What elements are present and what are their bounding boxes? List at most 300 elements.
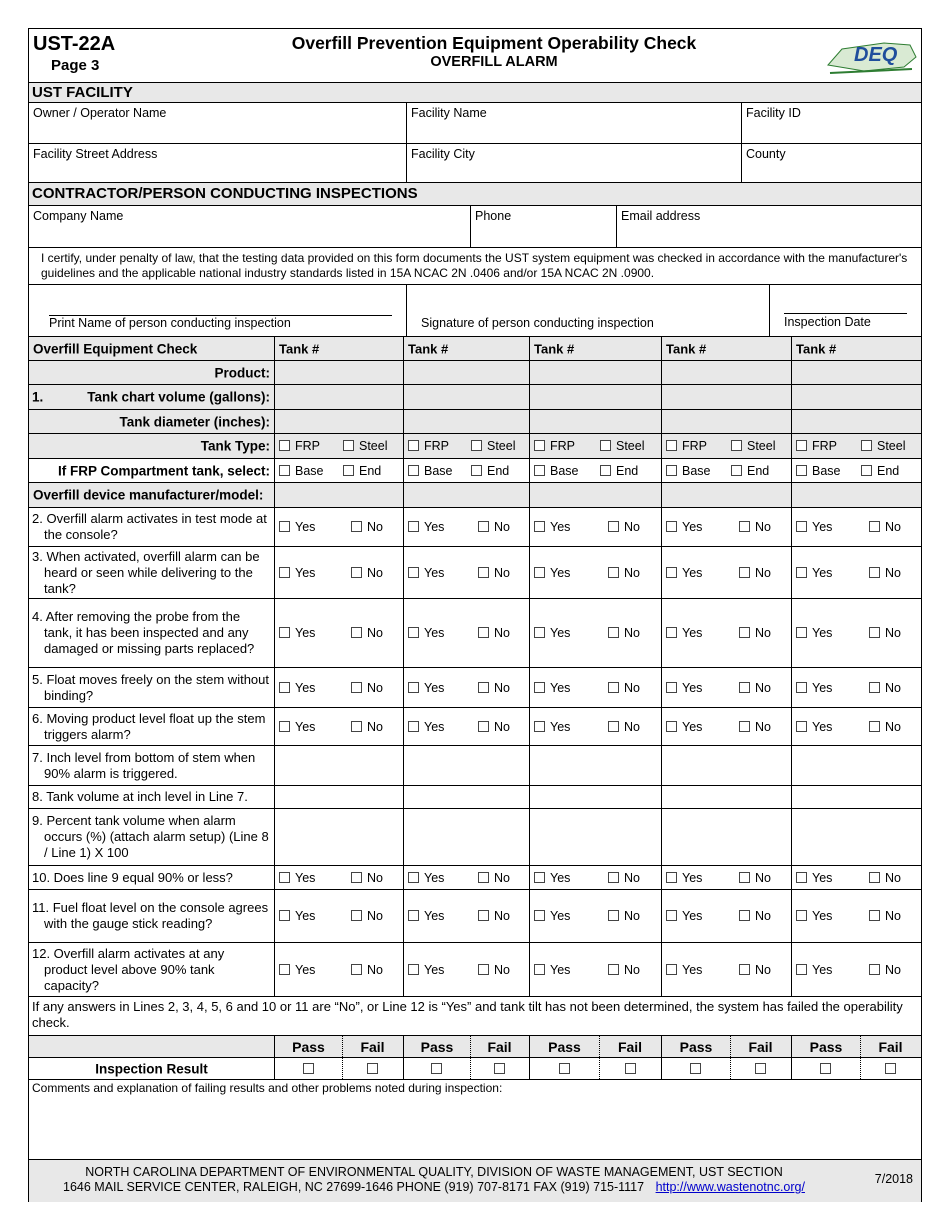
tank-2-cell[interactable] [403, 483, 529, 507]
no-option[interactable] [351, 963, 383, 977]
tank-3-cell[interactable] [529, 361, 661, 384]
pass-checkbox[interactable] [303, 1063, 314, 1074]
checkbox[interactable] [739, 627, 750, 638]
checkbox[interactable] [279, 910, 290, 921]
checkbox[interactable] [731, 440, 742, 451]
checkbox[interactable] [608, 521, 619, 532]
checkbox[interactable] [796, 567, 807, 578]
checkbox[interactable] [351, 627, 362, 638]
yes-option[interactable] [408, 909, 444, 923]
tank-4-cell[interactable] [661, 809, 791, 865]
checkbox[interactable] [478, 682, 489, 693]
pass-checkbox[interactable] [431, 1063, 442, 1074]
steel-option[interactable] [731, 439, 776, 453]
no-option[interactable] [478, 566, 510, 580]
tank-4-cell[interactable] [661, 890, 791, 942]
checkbox[interactable] [666, 521, 677, 532]
tank-5-cell[interactable] [791, 866, 921, 889]
tank-4-cell[interactable] [661, 385, 791, 409]
tank-5-cell[interactable] [791, 483, 921, 507]
no-option[interactable] [739, 520, 771, 534]
fail-checkbox[interactable] [494, 1063, 505, 1074]
tank-5-cell[interactable] [791, 746, 921, 785]
checkbox[interactable] [608, 872, 619, 883]
yes-option[interactable] [534, 909, 570, 923]
checkbox[interactable] [796, 440, 807, 451]
tank-4-cell[interactable] [661, 599, 791, 667]
yes-option[interactable] [279, 520, 315, 534]
checkbox[interactable] [739, 721, 750, 732]
tank-1-cell[interactable] [274, 434, 403, 458]
checkbox[interactable] [408, 964, 419, 975]
tank-2-cell[interactable] [403, 410, 529, 433]
no-option[interactable] [608, 963, 640, 977]
tank-5-cell[interactable] [791, 668, 921, 707]
checkbox[interactable] [279, 964, 290, 975]
no-option[interactable] [739, 720, 771, 734]
no-option[interactable] [869, 626, 901, 640]
yes-option[interactable] [279, 720, 315, 734]
facility-id-field[interactable] [741, 103, 921, 143]
tank-4-cell[interactable] [661, 943, 791, 996]
tank-1-cell[interactable] [274, 483, 403, 507]
checkbox[interactable] [739, 910, 750, 921]
tank-2-cell[interactable] [403, 809, 529, 865]
tank-5-cell[interactable] [791, 890, 921, 942]
checkbox[interactable] [666, 465, 677, 476]
no-option[interactable] [478, 626, 510, 640]
signature-field[interactable] [406, 285, 769, 336]
yes-option[interactable] [279, 909, 315, 923]
tank-3-cell[interactable] [529, 943, 661, 996]
steel-option[interactable] [471, 439, 516, 453]
checkbox[interactable] [796, 910, 807, 921]
checkbox[interactable] [534, 567, 545, 578]
tank-3-cell[interactable] [529, 410, 661, 433]
checkbox[interactable] [471, 440, 482, 451]
frp-option[interactable] [408, 439, 449, 453]
checkbox[interactable] [408, 910, 419, 921]
street-field[interactable] [29, 144, 406, 182]
checkbox[interactable] [408, 567, 419, 578]
no-option[interactable] [351, 720, 383, 734]
no-option[interactable] [869, 909, 901, 923]
checkbox[interactable] [279, 465, 290, 476]
tank-1-cell[interactable] [274, 459, 403, 482]
checkbox[interactable] [534, 964, 545, 975]
tank-3-cell[interactable] [529, 385, 661, 409]
base-option[interactable] [796, 464, 841, 478]
tank-5-cell[interactable] [791, 459, 921, 482]
end-option[interactable] [600, 464, 638, 478]
tank-5-cell[interactable] [791, 1058, 921, 1079]
checkbox[interactable] [666, 440, 677, 451]
tank-1-cell[interactable] [274, 599, 403, 667]
checkbox[interactable] [478, 627, 489, 638]
yes-option[interactable] [796, 871, 832, 885]
yes-option[interactable] [796, 626, 832, 640]
tank-1-cell[interactable] [274, 866, 403, 889]
checkbox[interactable] [666, 682, 677, 693]
checkbox[interactable] [534, 627, 545, 638]
yes-option[interactable] [279, 566, 315, 580]
tank-5-cell[interactable] [791, 410, 921, 433]
checkbox[interactable] [861, 465, 872, 476]
checkbox[interactable] [739, 682, 750, 693]
checkbox[interactable] [351, 567, 362, 578]
tank-4-cell[interactable] [661, 434, 791, 458]
yes-option[interactable] [534, 626, 570, 640]
phone-field[interactable] [470, 206, 616, 247]
tank-3-cell[interactable] [529, 599, 661, 667]
no-option[interactable] [739, 681, 771, 695]
fail-checkbox[interactable] [367, 1063, 378, 1074]
fail-checkbox[interactable] [755, 1063, 766, 1074]
tank-4-cell[interactable] [661, 508, 791, 546]
checkbox[interactable] [279, 627, 290, 638]
yes-option[interactable] [408, 720, 444, 734]
tank-1-cell[interactable] [274, 1058, 403, 1079]
tank-5-cell[interactable] [791, 361, 921, 384]
checkbox[interactable] [600, 465, 611, 476]
end-option[interactable] [861, 464, 899, 478]
checkbox[interactable] [869, 627, 880, 638]
no-option[interactable] [869, 566, 901, 580]
yes-option[interactable] [279, 681, 315, 695]
tank-3-cell[interactable] [529, 547, 661, 598]
yes-option[interactable] [408, 963, 444, 977]
checkbox[interactable] [666, 910, 677, 921]
base-option[interactable] [666, 464, 711, 478]
checkbox[interactable] [796, 964, 807, 975]
checkbox[interactable] [478, 567, 489, 578]
tank-3-cell[interactable] [529, 1058, 661, 1079]
no-option[interactable] [608, 520, 640, 534]
checkbox[interactable] [478, 872, 489, 883]
frp-option[interactable] [666, 439, 707, 453]
checkbox[interactable] [279, 721, 290, 732]
city-field[interactable] [406, 144, 741, 182]
checkbox[interactable] [869, 910, 880, 921]
fail-checkbox[interactable] [625, 1063, 636, 1074]
checkbox[interactable] [608, 682, 619, 693]
checkbox[interactable] [796, 627, 807, 638]
tank-1-cell[interactable] [274, 361, 403, 384]
yes-option[interactable] [408, 520, 444, 534]
tank-5-cell[interactable] [791, 434, 921, 458]
tank-2-cell[interactable] [403, 547, 529, 598]
tank-2-cell[interactable] [403, 434, 529, 458]
yes-option[interactable] [796, 909, 832, 923]
checkbox[interactable] [739, 521, 750, 532]
checkbox[interactable] [739, 872, 750, 883]
tank-1-cell[interactable] [274, 786, 403, 808]
tank-4-cell[interactable] [661, 459, 791, 482]
end-option[interactable] [471, 464, 509, 478]
tank-3-cell[interactable] [529, 434, 661, 458]
tank-2-cell[interactable] [403, 508, 529, 546]
print-name-field[interactable] [29, 285, 406, 336]
tank-1-cell[interactable] [274, 809, 403, 865]
checkbox[interactable] [739, 567, 750, 578]
tank-1-cell[interactable] [274, 943, 403, 996]
tank-4-cell[interactable] [661, 746, 791, 785]
no-option[interactable] [608, 626, 640, 640]
tank-2-cell[interactable] [403, 746, 529, 785]
checkbox[interactable] [279, 872, 290, 883]
yes-option[interactable] [408, 626, 444, 640]
checkbox[interactable] [351, 721, 362, 732]
tank-2-cell[interactable] [403, 786, 529, 808]
tank-3-cell[interactable] [529, 866, 661, 889]
tank-2-cell[interactable] [403, 459, 529, 482]
no-option[interactable] [869, 681, 901, 695]
pass-checkbox[interactable] [559, 1063, 570, 1074]
tank-5-cell[interactable] [791, 547, 921, 598]
email-field[interactable] [616, 206, 921, 247]
base-option[interactable] [534, 464, 579, 478]
checkbox[interactable] [534, 440, 545, 451]
inspection-date-field[interactable] [769, 285, 921, 336]
checkbox[interactable] [478, 721, 489, 732]
yes-option[interactable] [279, 963, 315, 977]
tank-3-cell[interactable] [529, 809, 661, 865]
checkbox[interactable] [796, 521, 807, 532]
no-option[interactable] [869, 871, 901, 885]
no-option[interactable] [739, 871, 771, 885]
no-option[interactable] [608, 720, 640, 734]
frp-option[interactable] [796, 439, 837, 453]
no-option[interactable] [739, 963, 771, 977]
no-option[interactable] [351, 520, 383, 534]
tank-2-cell[interactable] [403, 866, 529, 889]
checkbox[interactable] [796, 682, 807, 693]
checkbox[interactable] [343, 465, 354, 476]
tank-1-cell[interactable] [274, 746, 403, 785]
base-option[interactable] [279, 464, 324, 478]
checkbox[interactable] [796, 721, 807, 732]
tank-5-cell[interactable] [791, 385, 921, 409]
no-option[interactable] [739, 566, 771, 580]
tank-3-cell[interactable] [529, 1036, 661, 1057]
yes-option[interactable] [666, 871, 702, 885]
checkbox[interactable] [351, 910, 362, 921]
tank-3-cell[interactable] [529, 786, 661, 808]
checkbox[interactable] [351, 521, 362, 532]
checkbox[interactable] [279, 521, 290, 532]
tank-4-cell[interactable] [661, 668, 791, 707]
checkbox[interactable] [608, 627, 619, 638]
steel-option[interactable] [343, 439, 388, 453]
tank-1-cell[interactable] [274, 508, 403, 546]
yes-option[interactable] [796, 520, 832, 534]
no-option[interactable] [351, 626, 383, 640]
tank-1-cell[interactable] [274, 890, 403, 942]
yes-option[interactable] [796, 720, 832, 734]
checkbox[interactable] [279, 567, 290, 578]
checkbox[interactable] [534, 872, 545, 883]
yes-option[interactable] [534, 520, 570, 534]
checkbox[interactable] [408, 440, 419, 451]
yes-option[interactable] [666, 520, 702, 534]
checkbox[interactable] [869, 964, 880, 975]
yes-option[interactable] [279, 871, 315, 885]
tank-2-cell[interactable] [403, 1036, 529, 1057]
tank-3-cell[interactable] [529, 459, 661, 482]
tank-2-cell[interactable] [403, 943, 529, 996]
yes-option[interactable] [534, 871, 570, 885]
tank-5-cell[interactable] [791, 786, 921, 808]
yes-option[interactable] [666, 909, 702, 923]
checkbox[interactable] [600, 440, 611, 451]
no-option[interactable] [478, 871, 510, 885]
no-option[interactable] [351, 681, 383, 695]
tank-2-cell[interactable] [403, 385, 529, 409]
checkbox[interactable] [534, 910, 545, 921]
checkbox[interactable] [608, 567, 619, 578]
no-option[interactable] [478, 681, 510, 695]
yes-option[interactable] [534, 566, 570, 580]
yes-option[interactable] [796, 681, 832, 695]
no-option[interactable] [351, 909, 383, 923]
tank-2-cell[interactable] [403, 668, 529, 707]
pass-checkbox[interactable] [820, 1063, 831, 1074]
checkbox[interactable] [534, 721, 545, 732]
checkbox[interactable] [608, 964, 619, 975]
no-option[interactable] [608, 566, 640, 580]
tank-1-cell[interactable] [274, 1036, 403, 1057]
no-option[interactable] [869, 720, 901, 734]
checkbox[interactable] [408, 682, 419, 693]
checkbox[interactable] [343, 440, 354, 451]
tank-4-cell[interactable] [661, 1036, 791, 1057]
yes-option[interactable] [666, 681, 702, 695]
checkbox[interactable] [471, 465, 482, 476]
tank-3-cell[interactable] [529, 483, 661, 507]
tank-5-cell[interactable] [791, 508, 921, 546]
tank-5-cell[interactable] [791, 1036, 921, 1057]
yes-option[interactable] [666, 566, 702, 580]
tank-4-cell[interactable] [661, 708, 791, 745]
checkbox[interactable] [869, 567, 880, 578]
no-option[interactable] [608, 909, 640, 923]
checkbox[interactable] [408, 721, 419, 732]
yes-option[interactable] [279, 626, 315, 640]
yes-option[interactable] [408, 871, 444, 885]
checkbox[interactable] [666, 964, 677, 975]
yes-option[interactable] [534, 720, 570, 734]
frp-option[interactable] [279, 439, 320, 453]
no-option[interactable] [739, 909, 771, 923]
checkbox[interactable] [869, 682, 880, 693]
checkbox[interactable] [796, 465, 807, 476]
checkbox[interactable] [869, 721, 880, 732]
checkbox[interactable] [731, 465, 742, 476]
no-option[interactable] [478, 963, 510, 977]
comments-row[interactable] [29, 1080, 921, 1160]
tank-3-cell[interactable] [529, 746, 661, 785]
yes-option[interactable] [408, 681, 444, 695]
checkbox[interactable] [408, 465, 419, 476]
tank-4-cell[interactable] [661, 410, 791, 433]
no-option[interactable] [351, 566, 383, 580]
checkbox[interactable] [351, 682, 362, 693]
yes-option[interactable] [666, 720, 702, 734]
tank-4-cell[interactable] [661, 866, 791, 889]
checkbox[interactable] [279, 440, 290, 451]
owner-field[interactable] [29, 103, 406, 143]
tank-3-cell[interactable] [529, 508, 661, 546]
checkbox[interactable] [351, 964, 362, 975]
tank-3-cell[interactable] [529, 668, 661, 707]
yes-option[interactable] [796, 963, 832, 977]
checkbox[interactable] [534, 682, 545, 693]
footer-url-link[interactable]: http://www.wastenotnc.org/ [655, 1180, 805, 1194]
tank-2-cell[interactable] [403, 890, 529, 942]
checkbox[interactable] [666, 721, 677, 732]
checkbox[interactable] [351, 872, 362, 883]
checkbox[interactable] [478, 964, 489, 975]
yes-option[interactable] [534, 681, 570, 695]
checkbox[interactable] [666, 567, 677, 578]
tank-5-cell[interactable] [791, 708, 921, 745]
checkbox[interactable] [408, 872, 419, 883]
end-option[interactable] [343, 464, 381, 478]
fail-checkbox[interactable] [885, 1063, 896, 1074]
company-field[interactable] [29, 206, 470, 247]
checkbox[interactable] [666, 627, 677, 638]
tank-1-cell[interactable] [274, 385, 403, 409]
county-field[interactable] [741, 144, 921, 182]
base-option[interactable] [408, 464, 453, 478]
tank-4-cell[interactable] [661, 361, 791, 384]
tank-3-cell[interactable] [529, 890, 661, 942]
tank-4-cell[interactable] [661, 1058, 791, 1079]
tank-3-cell[interactable] [529, 708, 661, 745]
no-option[interactable] [608, 871, 640, 885]
no-option[interactable] [478, 720, 510, 734]
checkbox[interactable] [478, 521, 489, 532]
tank-1-cell[interactable] [274, 410, 403, 433]
tank-1-cell[interactable] [274, 708, 403, 745]
yes-option[interactable] [408, 566, 444, 580]
checkbox[interactable] [796, 872, 807, 883]
pass-checkbox[interactable] [690, 1063, 701, 1074]
checkbox[interactable] [534, 465, 545, 476]
no-option[interactable] [739, 626, 771, 640]
tank-4-cell[interactable] [661, 547, 791, 598]
checkbox[interactable] [408, 521, 419, 532]
no-option[interactable] [869, 520, 901, 534]
steel-option[interactable] [600, 439, 645, 453]
tank-4-cell[interactable] [661, 786, 791, 808]
checkbox[interactable] [608, 721, 619, 732]
steel-option[interactable] [861, 439, 906, 453]
tank-2-cell[interactable] [403, 708, 529, 745]
checkbox[interactable] [608, 910, 619, 921]
checkbox[interactable] [408, 627, 419, 638]
facility-name-field[interactable] [406, 103, 741, 143]
yes-option[interactable] [796, 566, 832, 580]
tank-2-cell[interactable] [403, 1058, 529, 1079]
tank-1-cell[interactable] [274, 547, 403, 598]
checkbox[interactable] [869, 872, 880, 883]
checkbox[interactable] [534, 521, 545, 532]
frp-option[interactable] [534, 439, 575, 453]
tank-5-cell[interactable] [791, 599, 921, 667]
tank-5-cell[interactable] [791, 809, 921, 865]
checkbox[interactable] [861, 440, 872, 451]
